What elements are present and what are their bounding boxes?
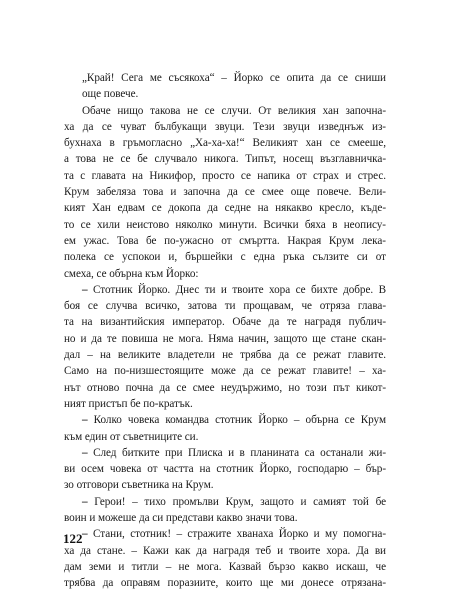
text-line: [64, 200, 386, 216]
text-line: [64, 396, 386, 412]
text-line: [64, 380, 386, 396]
line-text: а това не се бе случвало никога. Типът, носещ възглавничка-: [64, 153, 386, 166]
line-text: бухнаха в гръмогласно „Ха-ха-ха!“ Великият хан се смееше,: [64, 137, 386, 150]
line-text: трябва да оправям поразиите, които ще ми донесе отрязана-: [64, 577, 386, 590]
line-text: дал – на великите владетели не трябва да се режат главите.: [64, 349, 386, 362]
text-line: [64, 429, 386, 445]
dialogue-dash: –: [82, 528, 88, 541]
line-text: Колко човека командва стотник Йорко – обърна се Крум: [87, 414, 386, 427]
line-text: ха да стане. – Кажи как да наградя теб и твоите хора. Да ви: [64, 544, 386, 557]
text-line: [64, 575, 386, 591]
line-text: ем ужас. Това бе по-ужасно от смъртта. Накрая Крум лека-: [64, 234, 386, 247]
dialogue-dash: –: [82, 414, 88, 427]
line-text: „Край! Сега ме съсякоха“ – Йорко се опита да се сниши: [82, 72, 386, 84]
line-text: дам земи и титли – не мога. Казвай бързо какво искаш, че: [64, 560, 386, 573]
text-line: [64, 445, 386, 461]
text-line: [64, 168, 386, 184]
line-text: зо отговори съветника на Крум.: [64, 479, 214, 492]
text-line: [64, 526, 386, 542]
text-line: [64, 103, 386, 119]
text-line: [64, 298, 386, 314]
text-line: [64, 184, 386, 200]
text-line: [64, 314, 386, 330]
text-line: [64, 86, 386, 102]
line-text: Обаче нищо такова не се случи. От великия хан започна-: [82, 104, 386, 117]
text-line: [64, 135, 386, 151]
text-line: [64, 233, 386, 249]
text-line: [64, 543, 386, 559]
text-line: [64, 494, 386, 510]
text-line: [64, 477, 386, 493]
text-line: [64, 559, 386, 575]
line-text: Герои! – тихо промълви Крум, защото и самият той бе: [87, 495, 386, 508]
line-text: полека се успокои и, бършейки с една ръка сълзите си от: [64, 251, 386, 264]
text-line: [64, 347, 386, 363]
text-line: [64, 217, 386, 233]
text-line: [64, 249, 386, 265]
line-text: още повече.: [82, 88, 139, 101]
text-line: [64, 363, 386, 379]
dialogue-dash: –: [82, 446, 88, 459]
line-text: кият Хан едвам се докопа да седне на някакво кресло, къде-: [64, 202, 386, 215]
dialogue-dash: –: [82, 283, 88, 296]
line-text: ви осем човека от частта на стотник Йорко, господарю – бър-: [64, 463, 386, 476]
line-text: ха да се чуват бълбукащи звуци. Тези звуци изведнъж из-: [64, 120, 386, 133]
line-text: боя се случва всичко, затова ти прощавам, че отряза глава-: [64, 300, 386, 313]
line-text: та на византийския император. Обаче да те наградя публич-: [64, 316, 386, 329]
line-text: Стотник Йорко. Днес ти и твоите хора се бихте добре. В: [87, 283, 386, 296]
text-line: [64, 412, 386, 428]
line-text: След битките при Плиска и в планината са останали жи-: [87, 446, 386, 459]
text-line: [64, 331, 386, 347]
line-text: Само на по-низшестоящите може да се режат главите! – ха-: [64, 365, 386, 378]
text-line: [64, 510, 386, 526]
line-text: към един от съветниците си.: [64, 430, 199, 443]
line-text: та с главата на Никифор, просто се напика от страх и стрес.: [64, 169, 386, 182]
line-text: Стани, стотник! – стражите хванаха Йорко и му помогна-: [87, 528, 386, 541]
line-text: воин и можеше да си представи какво значи това.: [64, 512, 298, 525]
page-body: [64, 70, 386, 592]
line-text: смеха, се обърна към Йорко:: [64, 267, 199, 280]
line-text: Крум забеляза това и започна да се смее още повече. Вели-: [64, 186, 386, 199]
text-line: [64, 151, 386, 167]
text-line: [64, 266, 386, 282]
page-number: 122: [63, 531, 83, 546]
text-line: [64, 461, 386, 477]
dialogue-dash: –: [82, 495, 88, 508]
text-line: [64, 70, 386, 86]
line-text: нът отново почна да се смее неудържимо, но този път кикот-: [64, 381, 386, 394]
text-line: [64, 119, 386, 135]
line-text: то се хили неистово няколко минути. Всички бяха в неопису-: [64, 218, 386, 231]
line-text: ният пристъп бе по-кратък.: [64, 397, 193, 410]
text-line: [64, 282, 386, 298]
line-text: но и да те повиша не мога. Няма начин, защото ще стане скан-: [64, 332, 386, 345]
